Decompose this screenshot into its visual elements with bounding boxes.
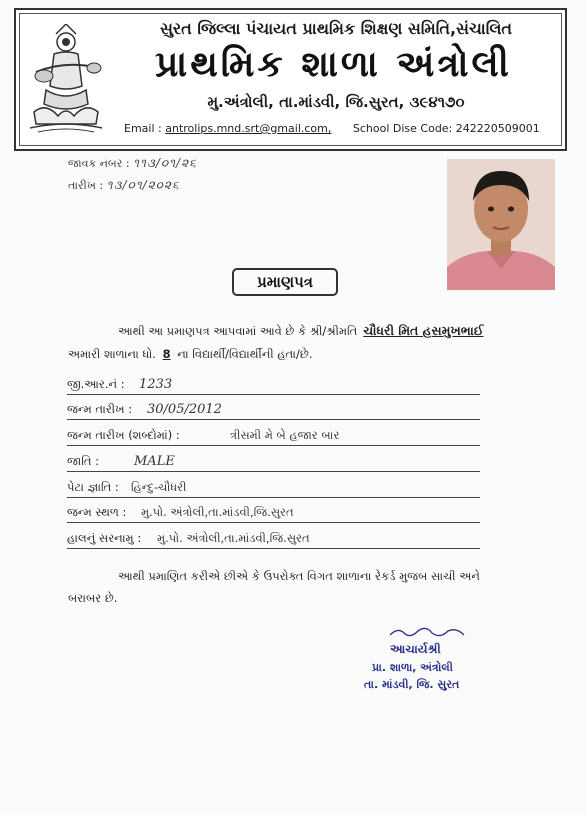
field-label: પેટા જ્ઞાતિ : [67,480,119,494]
issue-date-value: ૧૩/૦૧/૨૦૨૬ [106,178,180,192]
field-row-sub-caste [67,479,480,498]
dise-code-value: 242220509001 [455,122,540,135]
principal-stamp-signature [360,625,490,695]
certificate-standard-line [68,347,312,362]
issue-date-label: તારીખ : [68,179,104,192]
field-label: જી.આર.નં : [67,377,125,391]
outward-number [68,156,197,171]
field-row-gr-number [67,376,480,395]
student-name: ચૌધરી મિત હસમુખભાઈ [363,323,484,338]
intro-text: આથી આ પ્રમાણપત્ર આપવામાં આવે છે કે શ્રી/શ્રીમતિ [118,324,358,338]
outward-number-label: જાવક નંબર : [68,157,130,170]
certification-line-1: આથી પ્રમાણિત કરીએ છીએ કે ઉપરોક્ત વિગત શાળાના રેકર્ડ મુજબ સાચી અને [118,569,480,583]
governing-body-line: સુરત જિલ્લા પંચાયત પ્રાથમિક શિક્ષણ સમિતિ,સંચાલિત [159,19,513,38]
email-link[interactable]: antrolips.mnd.srt@gmail.com, [165,122,332,135]
field-value: MALE [134,454,175,469]
certification-line-2: બરાબર છે. [68,591,118,605]
standard-suffix: ના વિદ્યાર્થી/વિદ્યાર્થીની હતા/છે. [177,347,313,361]
standard-value: 8 [162,347,171,361]
letterhead [14,8,567,151]
field-label: જન્મ તારીખ (શબ્દોમાં) : [67,428,180,442]
stamp-line-1: આચાર્યશ્રી [390,642,441,656]
certificate-title: પ્રમાણપત્ર [232,268,338,296]
stamp-line-2: પ્રા. શાળા, અંત્રોલી [372,661,453,674]
field-row-current-address [67,530,480,549]
field-value: 30/05/2012 [147,402,222,417]
outward-number-value: ૧૧૩/૦૧/૨૬ [133,156,197,170]
student-photo-image [447,159,555,290]
field-label: હાલનું સરનામુ : [67,531,142,545]
school-address: મુ.અંત્રોલી, તા.માંડવી, જિ.સુરત, ૩૯૪૧૭૦ [207,93,465,111]
field-label: જન્મ તારીખ : [67,402,133,416]
field-label: જાતિ : [67,454,99,468]
field-row-gender [67,453,480,472]
field-value: ત્રીસમી મે બે હજાર બાર [230,428,340,442]
field-value: હિન્દુ-ચૌધરી [131,480,187,494]
field-value: 1233 [139,377,173,392]
field-value: મુ.પો. અંત્રોલી,તા.માંડવી,જિ.સુરત [141,505,294,519]
contact-line [124,122,540,135]
issue-date [68,178,180,193]
stamp-line-3: તા. માંડવી, જિ. સુરત [364,678,460,691]
student-photo [447,159,555,290]
certification-statement [68,565,508,609]
signature-scribble [390,628,464,635]
email-label: Email : [124,122,162,135]
certificate-intro-line [118,323,484,339]
field-row-birth-date [67,401,480,420]
field-row-birth-date-words [67,427,480,446]
field-label: જન્મ સ્થળ : [67,505,127,519]
saraswati-logo-icon [26,24,106,136]
field-value: મુ.પો. અંત્રોલી,તા.માંડવી,જિ.સુરત [157,531,310,545]
field-row-birth-place [67,504,480,523]
dise-code-label: School Dise Code: [352,122,453,135]
standard-prefix: અમારી શાળાના ધો. [68,347,156,361]
school-name-heading: પ્રાથમિક શાળા અંત્રોલી [155,44,512,85]
